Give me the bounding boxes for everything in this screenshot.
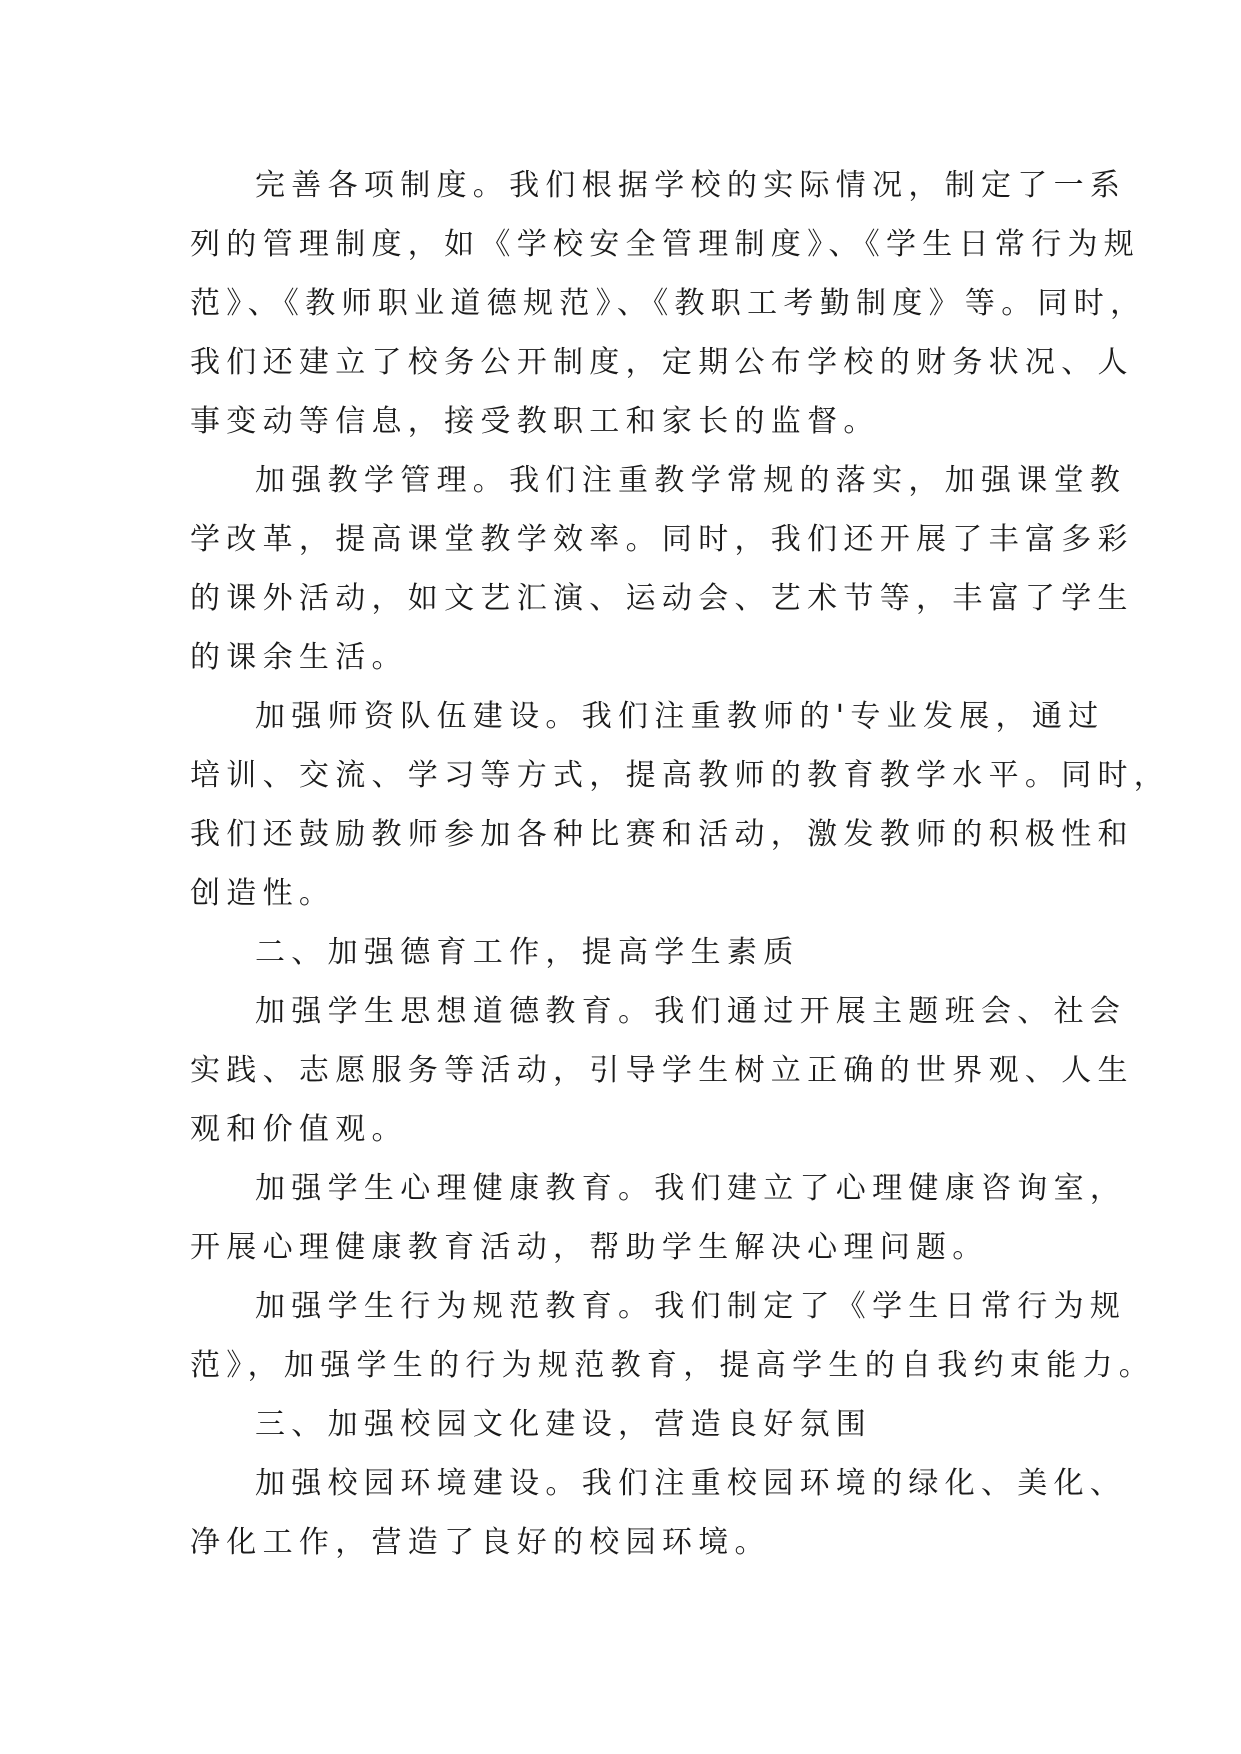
- paragraph-line: 净化工作，营造了良好的校园环境。: [190, 1525, 771, 1560]
- paragraph-line: 实践、志愿服务等活动，引导学生树立正确的世界观、人生: [190, 1053, 1134, 1088]
- paragraph-line: 加强学生行为规范教育。我们制定了《学生日常行为规: [255, 1289, 1127, 1324]
- paragraph-line: 事变动等信息，接受教职工和家长的监督。: [190, 404, 880, 439]
- paragraph-line: 学改革，提高课堂教学效率。同时，我们还开展了丰富多彩: [190, 522, 1134, 557]
- paragraph-line: 范》、《教师职业道德规范》、《教职工考勤制度》等。同时，: [190, 286, 1147, 321]
- paragraph-line: 列的管理制度，如《学校安全管理制度》、《学生日常行为规: [190, 227, 1141, 262]
- paragraph-line: 完善各项制度。我们根据学校的实际情况，制定了一系: [255, 168, 1127, 203]
- paragraph-line: 开展心理健康教育活动，帮助学生解决心理问题。: [190, 1230, 989, 1265]
- paragraph-line: 加强校园环境建设。我们注重校园环境的绿化、美化、: [255, 1466, 1127, 1501]
- paragraph-line: 加强教学管理。我们注重教学常规的落实，加强课堂教: [255, 463, 1127, 498]
- paragraph-line: 创造性。: [190, 876, 336, 911]
- paragraph-line: 观和价值观。: [190, 1112, 408, 1147]
- paragraph-line: 培训、交流、学习等方式，提高教师的教育教学水平。同时，: [190, 758, 1171, 793]
- paragraph-line: 加强学生心理健康教育。我们建立了心理健康咨询室，: [255, 1171, 1127, 1206]
- paragraph-line: 我们还建立了校务公开制度，定期公布学校的财务状况、人: [190, 345, 1134, 380]
- section-heading: 二、加强德育工作，提高学生素质: [255, 935, 800, 970]
- paragraph-line: 加强师资队伍建设。我们注重教师的'专业发展，通过: [255, 699, 1105, 734]
- paragraph-line: 范》，加强学生的行为规范教育，提高学生的自我约束能力。: [190, 1348, 1156, 1383]
- paragraph-line: 的课外活动，如文艺汇演、运动会、艺术节等，丰富了学生: [190, 581, 1134, 616]
- paragraph-line: 我们还鼓励教师参加各种比赛和活动，激发教师的积极性和: [190, 817, 1134, 852]
- paragraph-line: 加强学生思想道德教育。我们通过开展主题班会、社会: [255, 994, 1127, 1029]
- section-heading: 三、加强校园文化建设，营造良好氛围: [255, 1407, 873, 1442]
- paragraph-line: 的课余生活。: [190, 640, 408, 675]
